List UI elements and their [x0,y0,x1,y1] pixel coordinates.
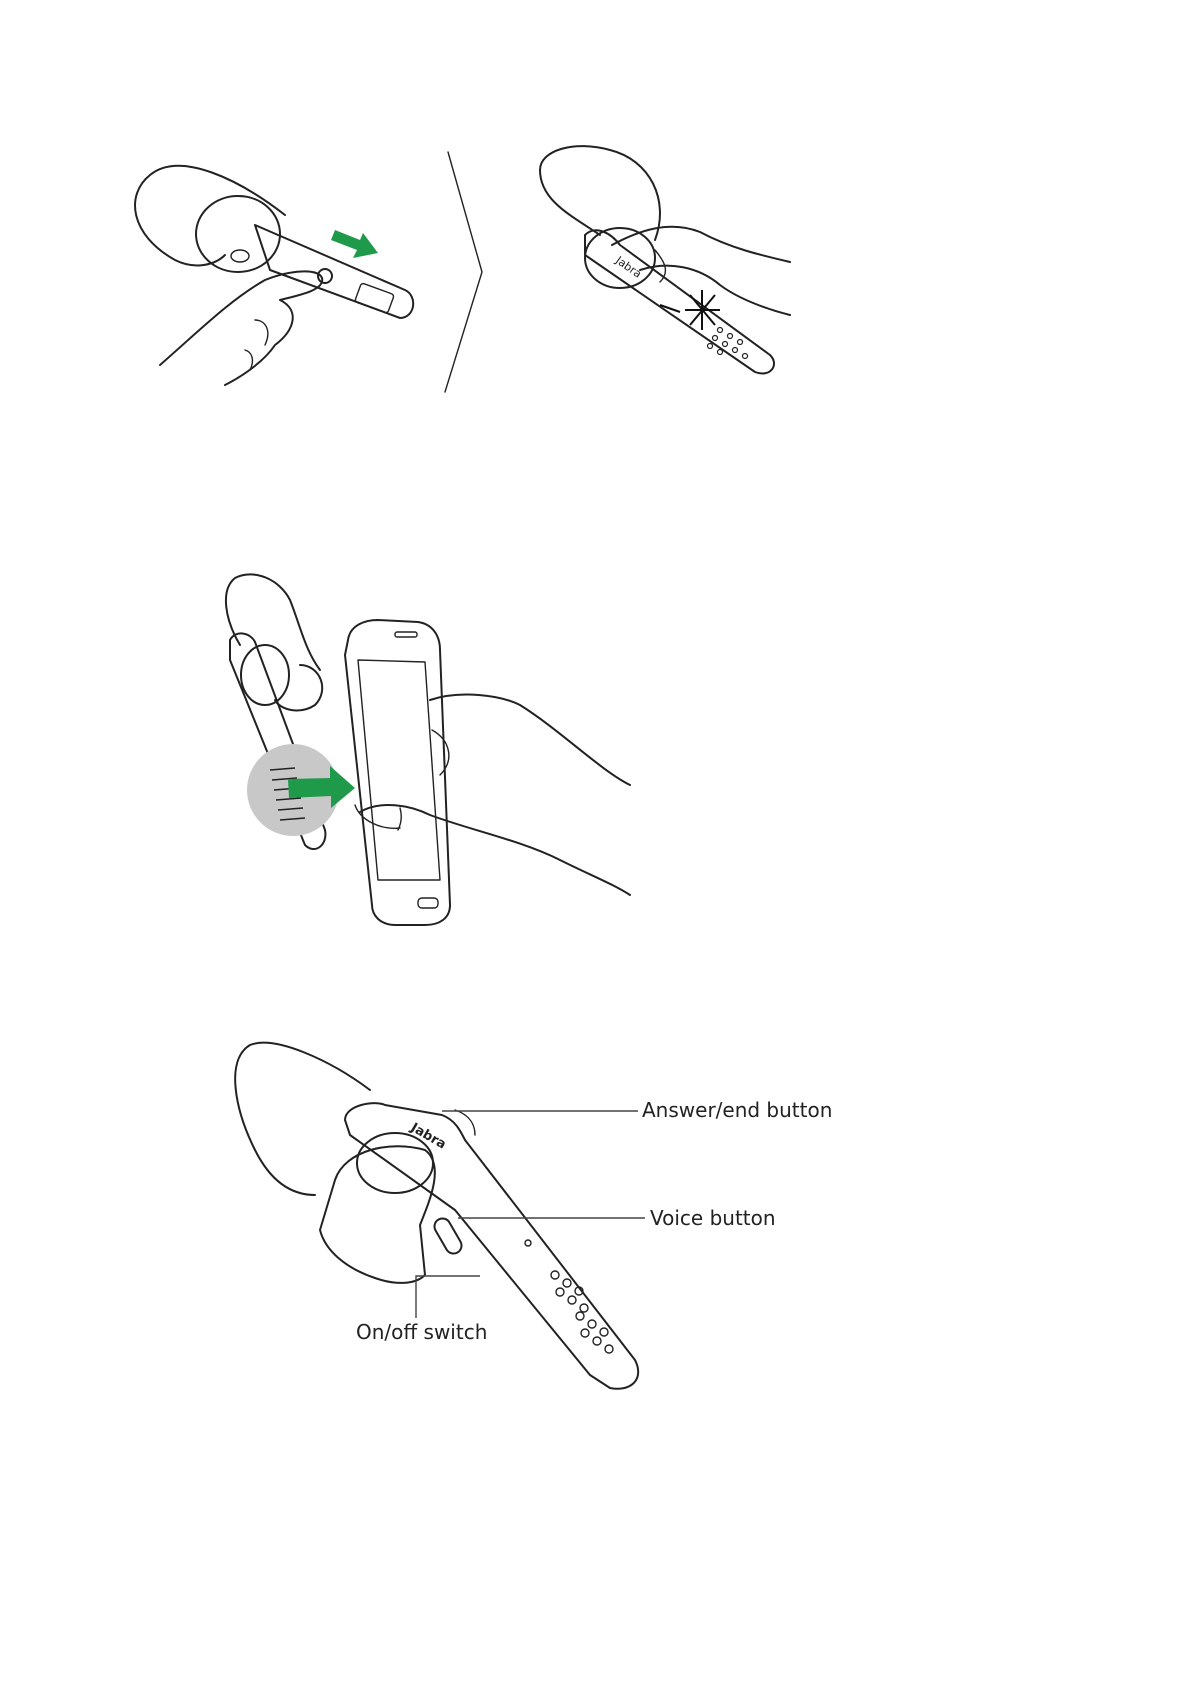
on-off-switch-label: On/off switch [356,1320,488,1344]
mic-grille [551,1271,613,1353]
led-flash-icon [660,290,720,330]
panel-press-button [540,146,790,373]
headset-overview-illustration [0,1010,1190,1380]
ear-gel [320,1146,435,1283]
smartphone [345,620,450,925]
voice-button-label: Voice button [650,1206,776,1230]
headset-body [585,230,774,373]
ear-hook [540,146,660,240]
headset-side [226,574,339,849]
slide-arrow-icon [331,230,378,258]
hand-left [160,271,322,385]
brand-text: Jabra [408,1120,449,1153]
step-separator [445,152,482,392]
ear-hook [226,574,320,670]
hand-holding-phone [360,695,630,895]
answer-end-button-label: Answer/end button [642,1098,833,1122]
leader-on-off [416,1276,480,1318]
voice-button [432,1216,465,1257]
ear-hook [235,1043,370,1195]
nfc-pairing-illustration [0,560,1190,930]
power-on-illustration [0,130,1190,400]
brand-text: Jabra [613,253,644,281]
panel-slide-switch [135,166,413,385]
